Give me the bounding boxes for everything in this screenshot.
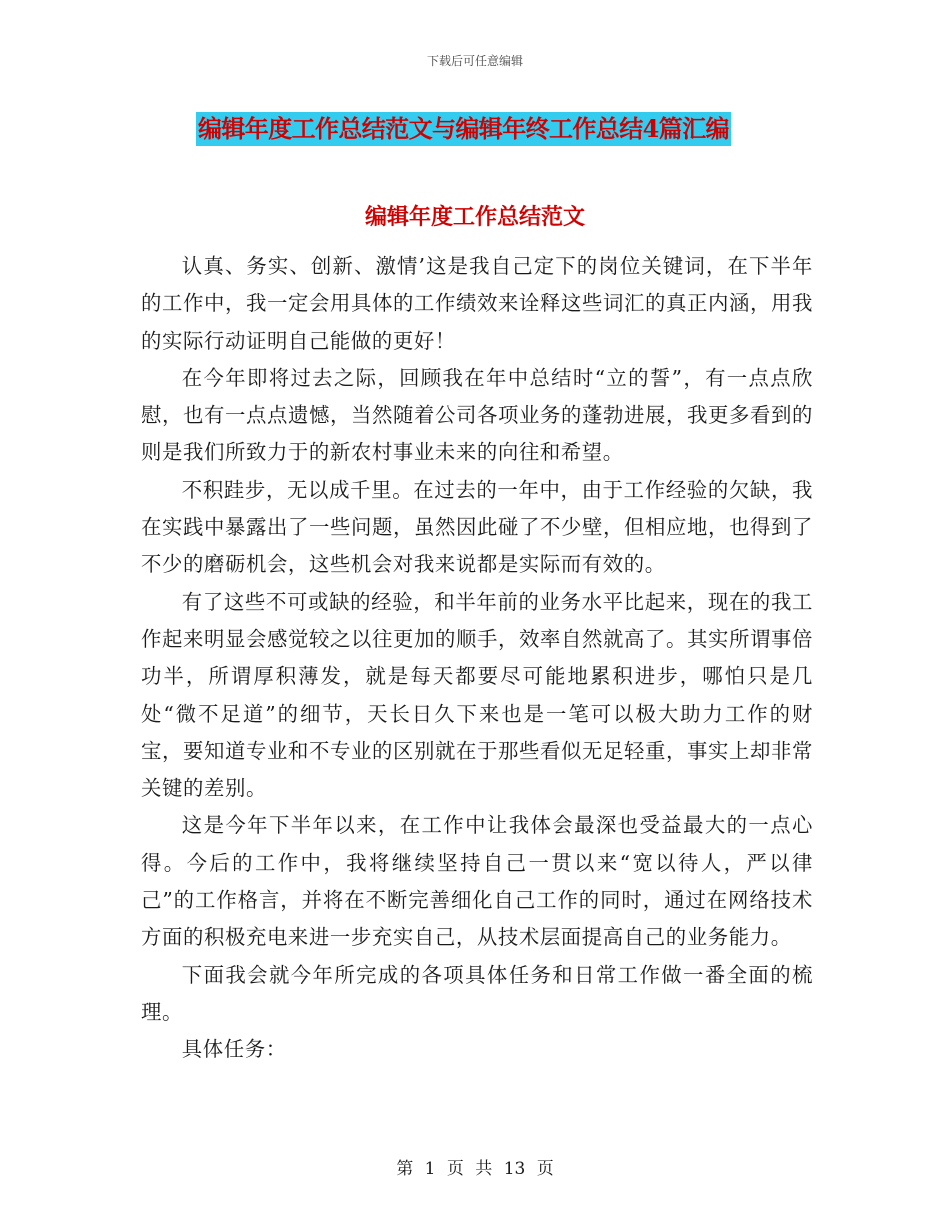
header-note: 下载后可任意编辑 <box>426 54 523 68</box>
paragraph: 有了这些不可或缺的经验，和半年前的业务水平比起来，现在的我工作起来明显会感觉较之以往更加的顺手，效率自然就高了。其实所谓事倍功半，所谓厚积薄发，就是每天都要尽可能地累积进步，哪怕只是几处“微不足道”的细节，天长日久下来也是一笔可以极大助力工作的财宝，要知道专业和不专业的区别就在于那些看似无足轻重，事实上却非常关键的差别。 <box>141 589 813 801</box>
page-number-footer: 第 1 页 共 13 页 <box>396 1159 554 1179</box>
paragraph: 这是今年下半年以来，在工作中让我体会最深也受益最大的一点心得。今后的工作中，我将继续坚持自己一贯以来“宽以待人，严以律己”的工作格言，并将在不断完善细化自己工作的同时，通过在网络技术方面的积极充电来进一步充实自己，从技术层面提高自己的业务能力。 <box>141 813 813 950</box>
paragraph: 具体任务： <box>181 1037 287 1062</box>
paragraph: 在今年即将过去之际，回顾我在年中总结时“立的誓”，有一点点欣慰，也有一点点遗憾，当然随着公司各项业务的蓬勃进展，我更多看到的则是我们所致力于的新农村事业未来的向往和希望。 <box>141 365 813 465</box>
body-text <box>141 248 813 1069</box>
section-title: 编辑年度工作总结范文 <box>364 204 585 230</box>
document-title-container <box>196 112 804 146</box>
paragraph: 不积跬步，无以成千里。在过去的一年中，由于工作经验的欠缺，我在实践中暴露出了一些问题，虽然因此碰了不少壁，但相应地，也得到了不少的磨砺机会，这些机会对我来说都是实际而有效的。 <box>141 477 813 577</box>
paragraph: 认真、务实、创新、激情’这是我自己定下的岗位关键词，在下半年的工作中，我一定会用具体的工作绩效来诠释这些词汇的真正内涵，用我的实际行动证明自己能做的更好！ <box>141 254 813 353</box>
paragraph: 下面我会就今年所完成的各项具体任务和日常工作做一番全面的梳理。 <box>141 962 813 1024</box>
document-title: 编辑年度工作总结范文与编辑年终工作总结4篇汇编 <box>196 112 731 146</box>
